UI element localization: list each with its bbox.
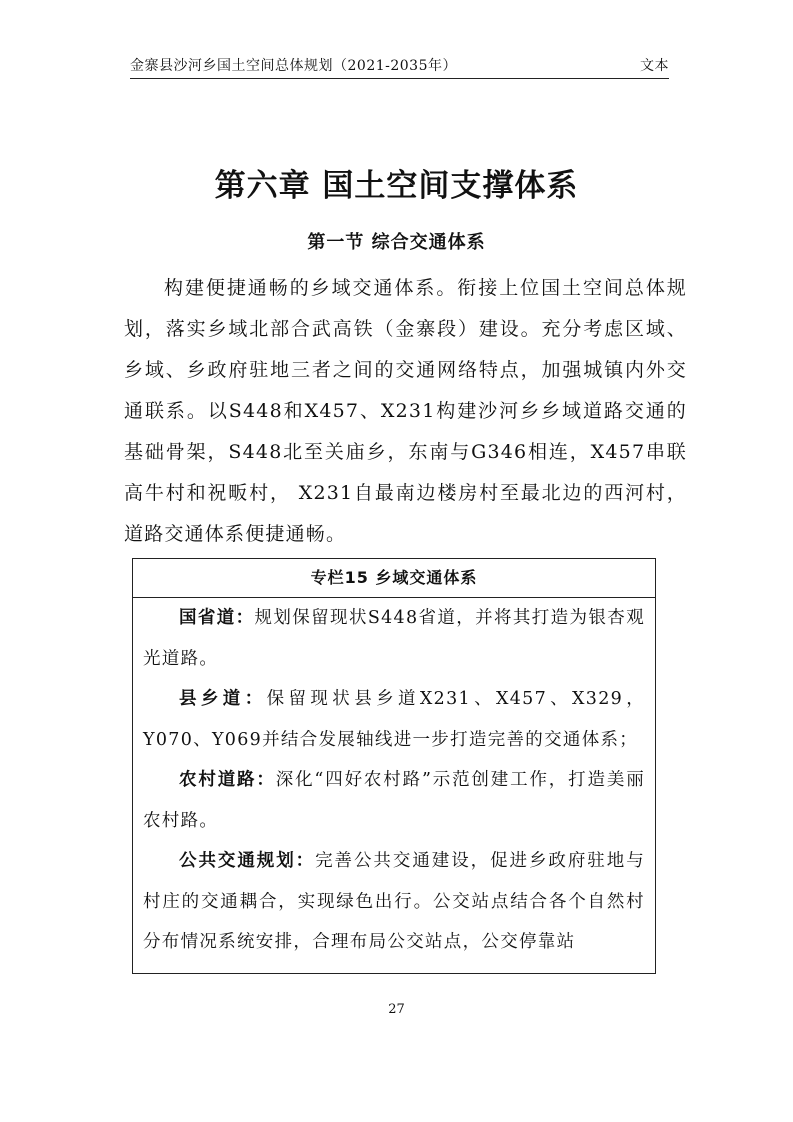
running-header [130, 56, 669, 79]
document-title: 金寨县沙河乡国土空间总体规划（2021-2035年） [130, 58, 457, 74]
document-type: 文本 [640, 58, 669, 74]
box-item-text: 完善公共交通建设，促进乡政府驻地与村庄的交通耦合，实现绿色出行。公交站点结合各个自然村分布情况系统安排，合理布局公交站点，公交停靠站 [143, 851, 645, 952]
info-box [132, 558, 656, 974]
section-title: 第一节 综合交通体系 [307, 232, 486, 253]
box-item-public-transport [133, 841, 655, 963]
page-number: 27 [388, 1002, 405, 1017]
chapter-title: 第六章 国土空间支撑体系 [214, 168, 579, 204]
box-item-text: 保留现状县乡道X231、X457、X329，Y070、Y069并结合发展轴线进一步打造完善的交通体系； [143, 689, 645, 750]
intro-paragraph: 构建便捷通畅的乡域交通体系。衔接上位国土空间总体规划，落实乡域北部合武高铁（金寨段）建设。充分考虑区域、乡域、乡政府驻地三者之间的交通网络特点，加强城镇内外交通联系。以S448和X457、X231构建沙河乡乡域道路交通的基础骨架，S448北至关庙乡，东南与G346相连，X457串联高牛村和祝畈村， X231自最南边楼房村至最北边的西河村，道路交通体系便捷通畅。 [124, 277, 687, 545]
box-item-text: 规划保留现状S448省道，并将其打造为银杏观光道路。 [143, 608, 645, 669]
box-item-label: 国省道： [179, 608, 255, 628]
box-item-label: 公共交通规划： [179, 851, 316, 871]
box-item-rural-road [133, 760, 655, 841]
box-item-label: 农村道路： [179, 770, 276, 790]
box-item-text: 深化“四好农村路”示范创建工作，打造美丽农村路。 [143, 770, 645, 831]
box-item-label: 县乡道： [179, 689, 267, 709]
box-title: 专栏15 乡域交通体系 [133, 559, 655, 598]
box-item-national-provincial-road [133, 598, 655, 679]
box-item-county-township-road [133, 679, 655, 760]
